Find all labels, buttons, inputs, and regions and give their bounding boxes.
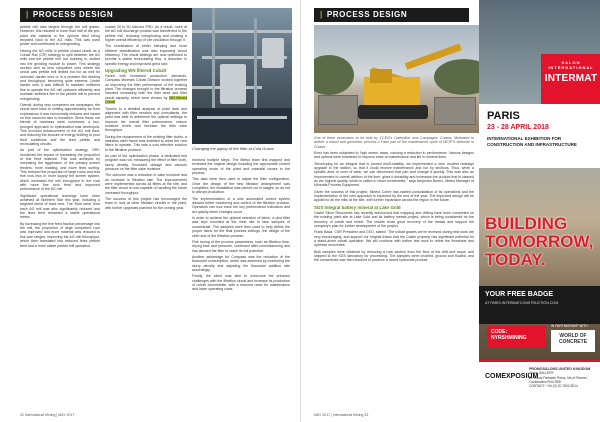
paragraph: Eriez has been subjected to 'high stress' mass, causing a reduction in performance. Various designs and options were examined to improve ease of maintenance and life in mineral lines. bbox=[314, 151, 474, 160]
badge-url[interactable]: AT PARIS.INTERMATCONSTRUCTION.COM bbox=[485, 301, 559, 305]
subheading: Upgrading WN filtered Cobalt bbox=[105, 68, 167, 74]
paragraph: Frank Basa, CSR President and CEO, stated: 'The cobalt grades we've received during test work are very encouraging, and support our original thesis that the Castle property has significant potential for a stand-alone cobalt operation. We will continue with further test work to refine the flowsheet and optimise recoveries.' bbox=[314, 230, 474, 248]
event-city: PARIS bbox=[487, 110, 520, 122]
paragraph: Castle Silver Resources has recently announced that mapping and drilling have been completed on the existing plant site at Lake Gold and its battery metals project, which is being considered for the recovery of cobalt and nickel. The results show good recovery of the metals and support the company's plan for further development of the project. bbox=[314, 210, 474, 228]
paragraph: The combination of better blending and more efficient classification was also improving circuit efficiency. The circuit settings are now optimised to provide a stable recirculating flow, a reduction in specific energy and improved grind size. bbox=[105, 44, 187, 66]
paragraph: Thanks to a detailed analysis of plant data and alignment with filter vendors and consultants, the plant was able to determine the optimal settings to improve the overall filter performance, reduce moisture levels and increase the filter cake throughput. bbox=[105, 106, 187, 133]
contact-title: PROMOSALONS UNITED KINGDOM bbox=[529, 367, 591, 371]
photo-caption: Changing the piping of the filter at Cola Guaxs bbox=[192, 146, 274, 151]
paragraph: The outcome was a reduction in cake moisture and an increase in filtration rate. The improvements were implemented across all filters at the site, and the filter circuit is now capable of handling the future increased throughput. bbox=[105, 173, 187, 195]
paragraph: As part of the optimisation strategy, ORC monitored the impact of increasing the proportion of fine feed material. This was achieved by increasing the aggression of the primary screen feeders, more blasting, and more fines sorting. This reduced the proportion of large rocks and less fine rock less or more supply the screen system, which increased the mill throughput in the rock with more fine rock feed and improved performance of the AG mill. bbox=[20, 148, 100, 192]
excavator-photo bbox=[314, 25, 479, 133]
contact-details bbox=[529, 367, 597, 388]
paragraph: In order to achieve the optimal selection of fabric, a pilot filter was kept mounted at the mine site to take samples of concentrate. The samples were then used to help define the proper fabric for the final process settings, the design of the cloth and of the filtration process. bbox=[192, 216, 290, 238]
paragraph: coarse 20 to 30 microns PSD. As a result, more of the AG mill discharge product was transferred to the pebble mill, reducing overgrinding and creating a higher overall efficiency of ore circulation through it. bbox=[105, 25, 187, 43]
paragraph: involved multiple steps. The Metso team first mapped and reviewed the original design including the appropriate current operating mode of the plant and potential issues in the process. bbox=[192, 158, 290, 176]
contact-line: Ze Wood Parkside Press, Ms of Rexeel - bbox=[529, 375, 589, 380]
paragraph: Bulk samples were obtained by removing a rock section from the floor of the drift and stope, and shipped to the SGS laboratory for processing. The samples were crushed, ground and floated, and the concentrate was then leached to produce a mixed hydroxide product. bbox=[314, 249, 474, 263]
paragraph: Fine tuning of the process parameters, such as filtration time, drying time and pressure, continued after commissioning and has allowed the filter to reach its full potential. bbox=[192, 239, 290, 253]
page-footer: MAY 2017 | International Mining 33 bbox=[314, 413, 369, 417]
contact-line: Cockfosters EN4 9EB bbox=[529, 379, 561, 384]
intermat-advertisement[interactable] bbox=[479, 0, 600, 422]
article-column-2 bbox=[105, 25, 187, 410]
contact-line: CONTACT: +44 (0) 20 7602 8014 bbox=[529, 384, 578, 389]
section-header: | PROCESS DESIGN bbox=[20, 8, 192, 22]
promo-code: CODE: NYRSHMINING bbox=[487, 326, 545, 348]
paragraph: By increasing the fine feed fraction percentage into the mill, the proportion of large competent rock was improved and more material was reduced to fine size ranges, improving the AG mill throughput, which then translated into reduced fines pebble feed and a more stable pebble mill operation. bbox=[20, 221, 100, 248]
paragraph: 'Developing for an integral that is proved multi-stability, we implemented a new, modest redesign upgrade to the station, so that it could receive maintenance and run by sections. Thus, when a specific area or zone of wear, we can disconnect that part and change it quickly. This was also an improvement to overall attrition of the liner, gives it durability and increases the product that is classed as the highest quality, which is called a 'clean concentrate,'' says Alejandro Bueno, Metso Manager of Minerals Process Equipment. bbox=[314, 161, 474, 188]
partner-logo: WORLD OF CONCRETE bbox=[551, 330, 595, 352]
filter-plant-photo bbox=[192, 8, 292, 144]
paragraph: Faced with increased production demands, Compass Minerals Cobalt Division worked together on improving the filter performance of the existing plant. The changes brought to the filtration process included increasing both the filter area and filter circuit capacity, which were chosen by WN filtered Cobalt bbox=[105, 74, 187, 105]
paragraph: Significant operational learnings have been achieved at Northern Star this year, including a targeted blend of hard ores. The 'Mud sand' from each AG mill was also significantly reduced and the fines feed remained a stable operational metric. bbox=[20, 193, 100, 220]
ad-event-info bbox=[479, 104, 600, 168]
paragraph: As part of the optimisation phase, a dedicated test program was run, measuring the effect of filter cloth, slurry density, flocculant dosage and vacuum pressure on the filter cake moisture. bbox=[105, 153, 187, 171]
paragraph: Given the success of this project, Minera Cobre has started consolidation of its operations and the implementation of the new approach is expected by the end of the year. The improved design will be applied to all the mills at the site, with further expansion across the region in the future. bbox=[314, 189, 474, 203]
intermat-logo: SALON INTERNATIONAL INTERMAT bbox=[541, 54, 600, 104]
section-header: | PROCESS DESIGN bbox=[314, 8, 469, 22]
photo-caption: One of three excavators to be built by CCEG's Caterpillar new Campagna, Cuiaba, Motivated to deliver a robust and geometric process a Fabri part of the maintenance cycle of WCIP'S dolomite in Cuiaba bbox=[314, 136, 474, 149]
subheading: SGS Integral battery mineral at Lake Gold bbox=[314, 204, 401, 210]
ad-contact-block bbox=[479, 360, 600, 422]
event-dates: 23 - 28 APRIL 2018 bbox=[487, 124, 549, 131]
paragraph: Overall, during very competent ore campaigns, the circuit went back to shifting approximately as from expressions it was horizontally reduced and based on this occurred also to transition. Since these ore blends of hardness were conceived, a two-pronged approach to optimisation was developed. This involved enhancement of the AG mill feed, and reducing the amount of energy shifting to poor feed conditions and the feed pebble and recirculating circuits. bbox=[20, 102, 100, 146]
paragraph: Having the AG mills in pebble closed circuit as a Cobalt Rail (CR) strategy to split between the AG mills and the pebble mill, but dubbing in, slotted into the grinding module to power. This strategy worked well as less competent ores where the circuit was pebble mill limited but not as well for unknown harder ores or in a problem like feeding and throughput, becoming quite extreme. Under harder ores it was difficult to maintain sufficient fine to operate the AG mill cyclones efficiently and maintain sufficient fine in the pebble mill to prevent overgrinding. bbox=[20, 48, 100, 101]
paragraph: Finally, the client was able to overcome the previous challenges with the filtration circuit and increase its production of cobalt concentrate, with a reduced need for maintenance and lower operating costs. bbox=[192, 274, 290, 292]
page-footer: 32 International Mining | MAY 2017 bbox=[20, 413, 75, 417]
paragraph: Another advantage for Compass was the reduction of the flocculant consumption, which was achieved by monitoring the slurry density and adjusting the flocculant addition rate accordingly. bbox=[192, 254, 290, 272]
highlighted-text: WN filtered Cobalt bbox=[105, 95, 187, 105]
paragraph: During the replacement of the existing filter cloths, a stainless steel frame was installed to allow the new filters to operate. This was a cost effective solution to the filtration problem. bbox=[105, 134, 187, 152]
organiser-logo: COMEXPOSIUM bbox=[485, 373, 539, 380]
paragraph: pebble mill ratio targets through the mill grates. However, this resulted in more than half of the pre-plant site material in the cyclone feed being recycled back to the AG mills. This was used power and contributed to overgrinding. bbox=[20, 25, 100, 47]
ad-headline: BUILDING TOMORROW, TODAY. bbox=[485, 214, 594, 269]
contact-line: Arnhe GALLERY bbox=[529, 371, 554, 376]
right-page bbox=[300, 0, 600, 422]
article-column-right bbox=[314, 136, 474, 408]
article-column-3 bbox=[192, 158, 290, 408]
partner-label: IN PARTNERSHIP WITH bbox=[551, 324, 588, 328]
paragraph: This data were then used to adjust the filter configuration. Once the design of the new filtration arrangement was completed, the installation was carried out in stages, so as not to disrupt production. bbox=[192, 177, 290, 195]
free-badge-banner[interactable] bbox=[479, 286, 600, 324]
article-column-1 bbox=[20, 25, 100, 410]
paragraph: The implementation of a new automated control system allowed better monitoring and control of the filtration process. Operators can now track the key performance indicators and act quickly when changes occur. bbox=[192, 196, 290, 214]
badge-title: YOUR FREE BADGE bbox=[485, 291, 554, 298]
event-description: INTERNATIONAL EXHIBITION FOR CONSTRUCTION AND INFRASTRUCTURE bbox=[487, 136, 577, 147]
paragraph: The success of this project has encouraged the team to look at other filtration circuits in the plant, with further upgrades planned for the coming year. bbox=[105, 197, 187, 210]
